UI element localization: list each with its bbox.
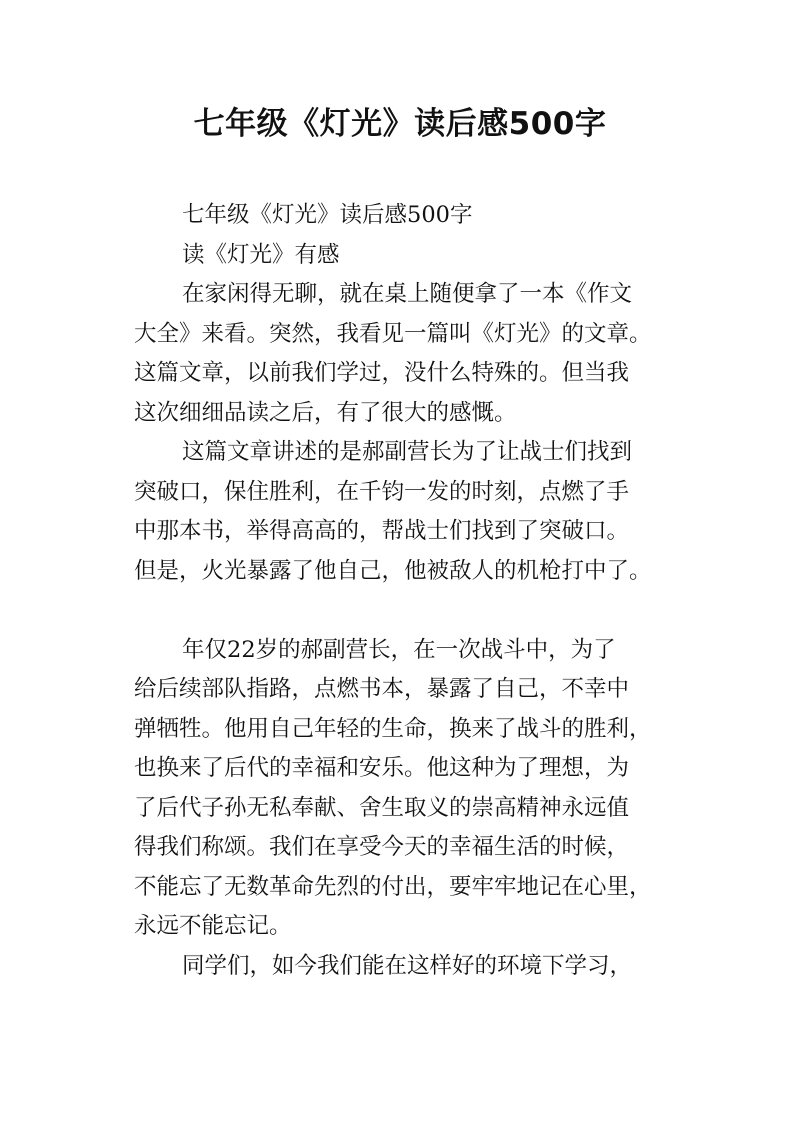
body-line: 中那本书，举得高高的，帮战士们找到了突破口。 xyxy=(134,518,630,544)
body-line: 但是，火光暴露了他自己，他被敌人的机枪打中了。 xyxy=(134,557,652,584)
body-line: 也换来了后代的幸福和安乐。他这种为了理想，为 xyxy=(134,755,630,781)
body-line: 了后代子孙无私奉献、舍生取义的崇高精神永远值 xyxy=(134,794,630,821)
body-line: 永远不能忘记。 xyxy=(134,913,292,939)
body-line: 这篇文章讲述的是郝副营长为了让战士们找到 xyxy=(182,439,633,465)
body-line: 弹牺牲。他用自己年轻的生命，换来了战斗的胜利， xyxy=(134,715,652,742)
body-line: 这篇文章，以前我们学过，没什么特殊的。但当我 xyxy=(134,360,630,386)
body-line: 年仅22岁的郝副营长，在一次战斗中，为了 xyxy=(182,636,616,663)
body-line: 大全》来看。突然，我看见一篇叫《灯光》的文章。 xyxy=(134,320,652,347)
body-line: 得我们称颂。我们在享受今天的幸福生活的时候， xyxy=(134,834,630,860)
document-title: 七年级《灯光》读后感500字 xyxy=(193,106,607,142)
body-line: 同学们，如今我们能在这样好的环境下学习， xyxy=(182,952,633,979)
paragraph-gap xyxy=(134,591,674,631)
body-line: 这次细细品读之后，有了很大的感慨。 xyxy=(134,399,517,426)
body-line: 读《灯光》有感 xyxy=(182,241,340,268)
body-line: 不能忘了无数革命先烈的付出，要牢牢地记在心里， xyxy=(134,873,652,900)
document-body xyxy=(134,196,674,986)
body-line: 给后续部队指路，点燃书本，暴露了自己，不幸中 xyxy=(134,676,630,702)
body-line: 突破口，保住胜利，在千钧一发的时刻，点燃了手 xyxy=(134,478,630,505)
body-line: 在家闲得无聊，就在桌上随便拿了一本《作文 xyxy=(182,281,633,307)
body-line: 七年级《灯光》读后感500字 xyxy=(182,202,473,228)
